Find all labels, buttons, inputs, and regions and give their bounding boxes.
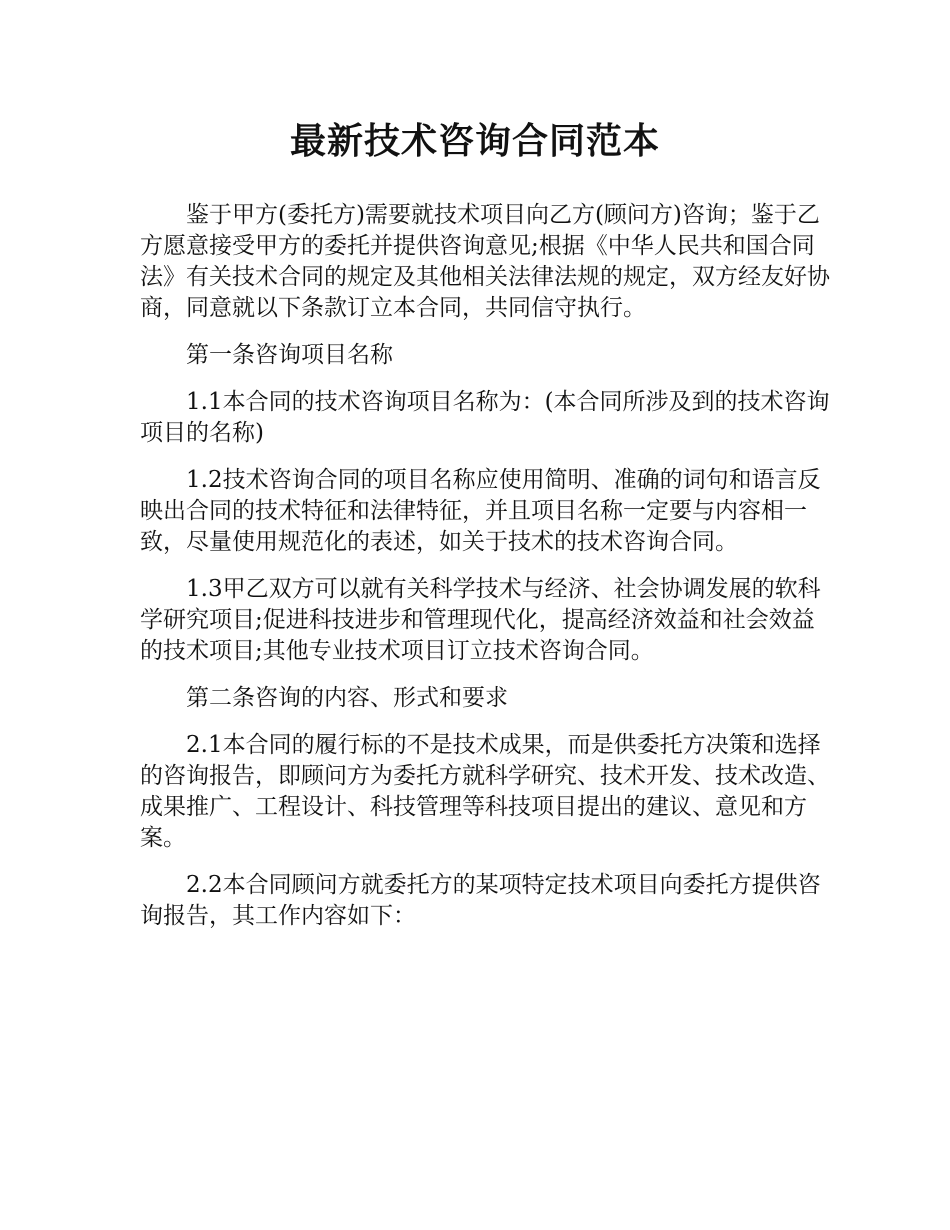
section-heading-1: 第一条咨询项目名称: [186, 342, 393, 368]
paragraph-2-2: 2.2本合同顾问方就委托方的某项特定技术项目向委托方提供咨询报告，其工作内容如下：: [140, 872, 821, 929]
paragraph-1-2: 1.2技术咨询合同的项目名称应使用简明、准确的词句和语言反映出合同的技术特征和法律特征，并且项目名称一定要与内容相一致，尽量使用规范化的表述，如关于技术的技术咨询合同。: [140, 467, 821, 555]
document-body: [140, 200, 830, 948]
document-title: 最新技术咨询合同范本: [289, 121, 660, 162]
paragraph-preamble: 鉴于甲方(委托方)需要就技术项目向乙方(顾问方)咨询；鉴于乙方愿意接受甲方的委托并提供咨询意见;根据《中华人民共和国合同法》有关技术合同的规定及其他相关法律法规的规定，双方经友好协商，同意就以下条款订立本合同，共同信守执行。: [140, 202, 830, 321]
section-heading-2: 第二条咨询的内容、形式和要求: [186, 685, 508, 711]
paragraph-2-1: 2.1本合同的履行标的不是技术成果，而是供委托方决策和选择的咨询报告，即顾问方为委托方就科学研究、技术开发、技术改造、成果推广、工程设计、科技管理等科技项目提出的建议、意见和方案。: [140, 732, 830, 851]
paragraph-1-1: 1.1本合同的技术咨询项目名称为：(本合同所涉及到的技术咨询项目的名称): [140, 389, 830, 446]
paragraph-1-3: 1.3甲乙双方可以就有关科学技术与经济、社会协调发展的软科学研究项目;促进科技进步和管理现代化，提高经济效益和社会效益的技术项目;其他专业技术项目订立技术咨询合同。: [140, 576, 821, 664]
